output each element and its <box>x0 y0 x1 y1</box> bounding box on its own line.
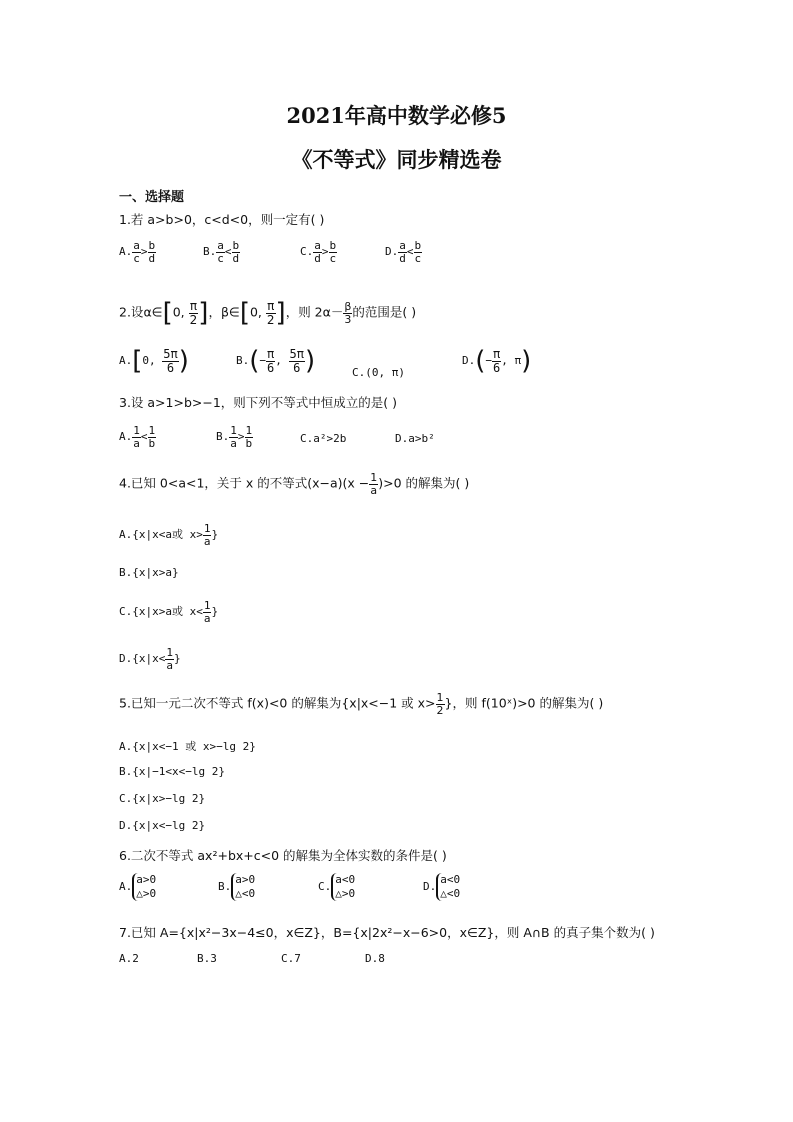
numerator: 1 <box>245 424 253 437</box>
condition-top: a>0 <box>235 873 256 886</box>
option-text: } <box>173 652 181 666</box>
numerator: π <box>267 299 275 313</box>
left-bracket: [ <box>239 298 250 329</box>
fraction <box>329 240 338 264</box>
question-4-option-d <box>119 647 181 671</box>
operator: > <box>321 245 329 259</box>
denominator: c <box>414 251 422 265</box>
minus: − <box>259 354 267 368</box>
question-2-option-c: C.(0, π) <box>352 366 405 379</box>
question-5-option-a: A.{x|x<−1 或 x>−lg 2} <box>119 740 256 753</box>
denominator: c <box>217 251 224 265</box>
question-6-option-b <box>218 873 255 901</box>
q2-pre: 2.设 <box>119 304 144 320</box>
numerator: b <box>232 239 240 252</box>
numerator <box>162 348 178 362</box>
fraction <box>232 240 241 264</box>
denominator: d <box>399 251 406 265</box>
condition-bottom: △<0 <box>235 886 256 900</box>
option-label: D. <box>385 245 399 259</box>
denominator: a <box>203 611 211 625</box>
option-label: C. <box>318 879 332 893</box>
question-4-option-c <box>119 600 218 624</box>
option-label: B. <box>218 879 232 893</box>
q4-pre: 4.已知 0<a<1，关于 x 的不等式(x−a)(x − <box>119 475 370 491</box>
right-bracket: ) <box>521 346 532 377</box>
fraction <box>266 348 275 374</box>
fraction <box>229 425 238 449</box>
page-title: 2021年高中数学必修5 <box>286 103 507 128</box>
condition-bottom: △>0 <box>136 886 157 900</box>
option-label: D. <box>462 354 476 368</box>
question-7-option-a: A.2 <box>119 952 139 965</box>
fraction <box>148 425 157 449</box>
question-5-option-c: C.{x|x>−lg 2} <box>119 792 206 805</box>
left-bracket: [ <box>162 298 173 329</box>
denominator: a <box>133 436 140 450</box>
denominator: 6 <box>493 360 501 375</box>
option-label: B. <box>216 430 230 444</box>
question-1-option-b <box>203 240 240 264</box>
question-5-option-d: D.{x|x<−lg 2} <box>119 819 206 832</box>
question-2-option-a <box>119 346 189 377</box>
numerator: π <box>267 347 275 361</box>
numerator: β <box>344 300 352 314</box>
option-text: } <box>211 528 219 542</box>
left-bracket: ( <box>249 346 260 377</box>
right-bracket: ) <box>178 346 189 377</box>
question-2-option-d: D.(− $\frac{\pi}{6}$ , π) <box>462 346 532 377</box>
operator: > <box>237 430 245 444</box>
question-1-option-d <box>385 240 422 264</box>
condition-top: a<0 <box>335 873 356 886</box>
condition-bottom: △>0 <box>335 886 356 900</box>
condition-top: a>0 <box>136 873 157 886</box>
minus: − <box>485 354 493 368</box>
question-3-stem: 3.设 a>1>b>−1，则下列不等式中恒成立的是( ) <box>119 395 398 410</box>
denominator: a <box>370 483 378 497</box>
question-3-option-c: C.a²>2b <box>300 432 347 445</box>
denominator: c <box>329 251 337 265</box>
numerator: 1 <box>203 522 211 535</box>
option-label: A. <box>119 354 133 368</box>
question-6-option-a <box>119 873 156 901</box>
option-text: } <box>211 605 219 619</box>
system-of-conditions <box>132 873 156 901</box>
denominator: 6 <box>293 360 301 375</box>
numerator: a <box>133 239 140 252</box>
denominator: a <box>230 436 237 450</box>
question-1-option-c <box>300 240 337 264</box>
option-label: B. <box>236 354 250 368</box>
denominator: a <box>203 534 211 548</box>
question-4-option-b: B.{x|x>a} <box>119 566 179 579</box>
q2-mid: ，则 2α－ <box>285 304 344 320</box>
denominator: 2 <box>266 312 275 327</box>
bound: 0, <box>142 354 156 368</box>
q2-alpha: α∈ <box>143 304 163 320</box>
option-label: B. <box>203 245 217 259</box>
question-5-stem <box>119 692 603 716</box>
operator: < <box>224 245 232 259</box>
operator: < <box>406 245 414 259</box>
question-5-option-b: B.{x|−1<x<−lg 2} <box>119 765 225 778</box>
question-3-option-a <box>119 425 156 449</box>
condition-bottom: △<0 <box>440 886 461 900</box>
numerator: π <box>189 299 198 313</box>
question-3-option-d: D.a>b² <box>395 432 435 445</box>
numerator: 1 <box>166 646 173 659</box>
numerator: b <box>148 239 156 252</box>
page-subtitle: 《不等式》同步精选卷 <box>291 147 502 172</box>
numerator: b <box>329 239 337 252</box>
denominator: d <box>148 251 156 265</box>
fraction <box>492 348 501 374</box>
fraction <box>132 240 141 264</box>
question-3-option-b <box>216 425 253 449</box>
option-label: A. <box>119 245 133 259</box>
denominator: b <box>148 436 156 450</box>
pi-over-2-fraction <box>266 300 276 326</box>
denominator: 2 <box>189 312 198 327</box>
system-of-conditions <box>331 873 355 901</box>
denominator: c <box>133 251 140 265</box>
question-4-option-a <box>119 523 218 547</box>
condition-top: a<0 <box>440 873 461 886</box>
fraction <box>148 240 157 264</box>
numerator: π <box>493 347 501 361</box>
q5-post: }，则 f(10ˣ)>0 的解集为( ) <box>444 695 604 711</box>
denominator: 6 <box>267 360 275 375</box>
option-text: C.{x|x>a或 x< <box>119 605 203 619</box>
num-pi: π <box>170 347 178 361</box>
option-text: D.{x|x< <box>119 652 166 666</box>
numerator: 1 <box>203 599 211 612</box>
denominator: d <box>232 251 240 265</box>
right-bracket: ] <box>198 298 209 329</box>
option-label: C. <box>300 245 314 259</box>
question-6-stem: 6.二次不等式 ax²+bx+c<0 的解集为全体实数的条件是( ) <box>119 848 447 863</box>
right-bracket: ) <box>304 346 316 377</box>
denominator: d <box>314 251 321 265</box>
denominator: 3 <box>344 312 352 326</box>
fraction <box>165 647 174 671</box>
numerator: 1 <box>133 424 140 437</box>
fraction <box>162 348 178 374</box>
question-4-stem <box>119 472 469 496</box>
q2-post: 的范围是( ) <box>352 304 417 320</box>
numerator: a <box>217 239 224 252</box>
denominator: b <box>245 436 253 450</box>
numerator: a <box>314 239 321 252</box>
section-heading: 一、选择题 <box>119 190 185 205</box>
one-over-a-fraction <box>369 472 378 496</box>
system-of-conditions <box>436 873 460 901</box>
one-half-fraction <box>436 692 445 716</box>
numerator: 1 <box>436 691 444 704</box>
right-bracket: ] <box>275 298 286 329</box>
numerator: a <box>399 239 406 252</box>
question-7-option-c: C.7 <box>281 952 301 965</box>
fraction <box>398 240 407 264</box>
option-text: A.{x|x<a或 x> <box>119 528 203 542</box>
denominator: 2 <box>436 703 444 717</box>
question-7-option-d: D.8 <box>365 952 385 965</box>
num-digit: 5 <box>163 347 171 361</box>
question-2-stem <box>119 298 417 329</box>
question-7-option-b: B.3 <box>197 952 217 965</box>
option-label: D. <box>423 879 437 893</box>
num-pi: π <box>296 347 304 361</box>
numerator: 1 <box>370 471 378 484</box>
question-6-option-d <box>423 873 460 901</box>
fraction <box>313 240 322 264</box>
q5-pre: 5.已知一元二次不等式 f(x)<0 的解集为{x|x<−1 或 x> <box>119 695 436 711</box>
fraction <box>132 425 141 449</box>
left-bracket: [ <box>132 346 143 377</box>
fraction <box>245 425 254 449</box>
numerator: 1 <box>230 424 237 437</box>
denominator: 6 <box>166 360 175 375</box>
operator: > <box>140 245 148 259</box>
num-digit: 5 <box>289 347 297 361</box>
denominator: a <box>166 658 173 672</box>
system-of-conditions <box>231 873 255 901</box>
left-bracket: ( <box>475 346 486 377</box>
fraction <box>414 240 423 264</box>
operator: < <box>140 430 148 444</box>
question-2-option-b: B.(− $\frac{\pi}{6}$ , $\frac{5\pi}{6}$ ) <box>236 346 316 377</box>
option-label: A. <box>119 430 133 444</box>
numerator <box>289 348 305 362</box>
question-1-stem: 1.若 a>b>0，c<d<0，则一定有( ) <box>119 212 325 227</box>
q4-post: )>0 的解集为( ) <box>378 475 470 491</box>
q2-zero: 0, <box>172 304 185 320</box>
bound: π <box>514 354 522 368</box>
pi-over-2-fraction <box>189 300 199 326</box>
question-7-stem: 7.已知 A={x|x²−3x−4≤0，x∈Z}，B={x|2x²−x−6>0，x∈Z}，则 A∩B 的真子集个数为( ) <box>119 925 655 940</box>
numerator: 1 <box>148 424 156 437</box>
numerator: b <box>414 239 422 252</box>
question-1-option-a <box>119 240 156 264</box>
fraction <box>216 240 225 264</box>
question-6-option-c <box>318 873 355 901</box>
q2-zero: 0, <box>249 304 262 320</box>
fraction <box>289 348 305 374</box>
option-label: A. <box>119 879 133 893</box>
q2-beta: ，β∈ <box>208 304 240 320</box>
